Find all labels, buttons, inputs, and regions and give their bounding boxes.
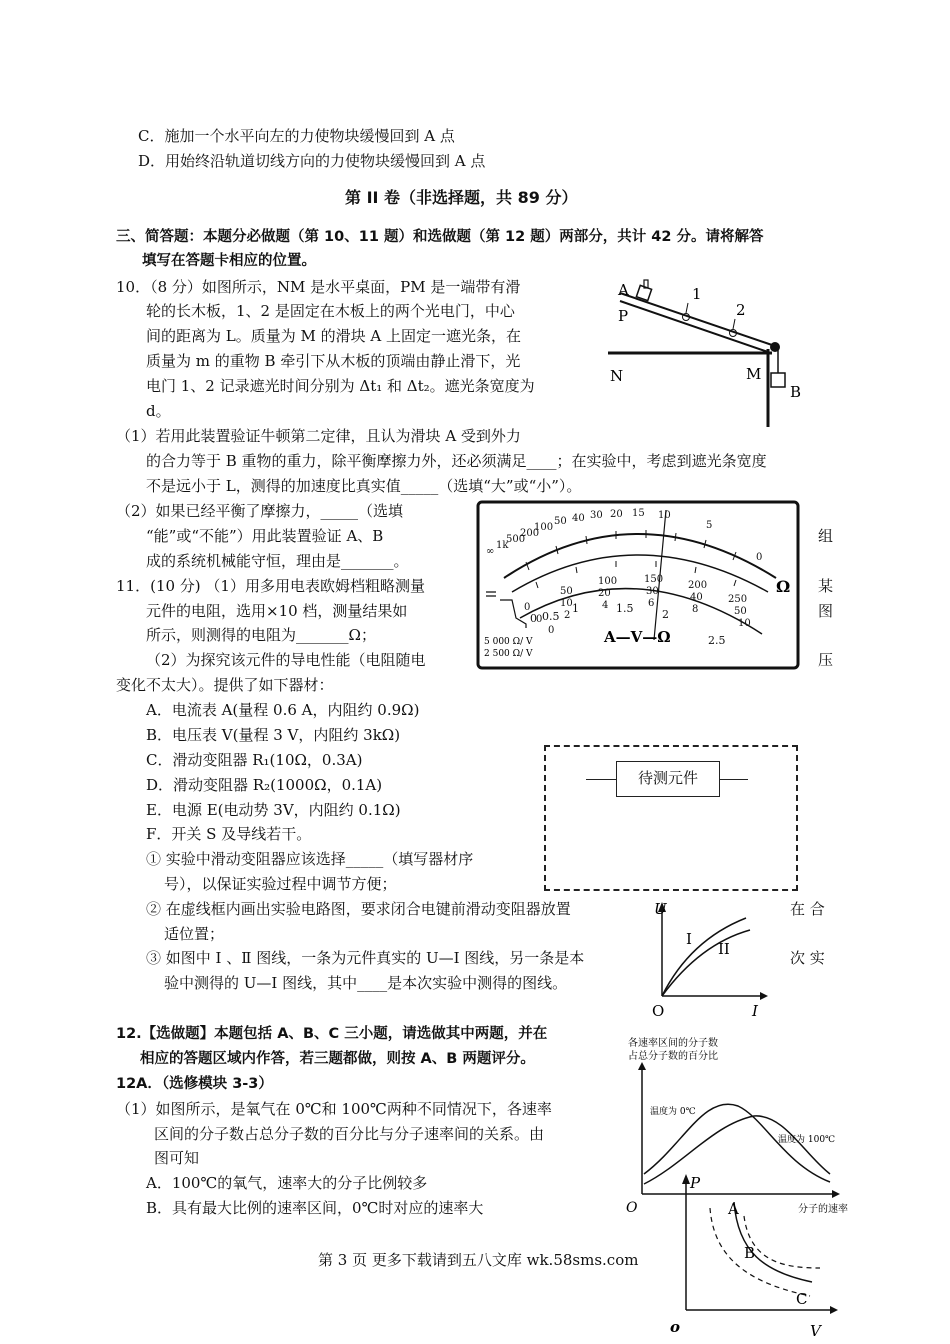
q10-part1-line3: 不是远小于 L，测得的加速度比真实值_____（选填“大”或“小”）。 xyxy=(146,477,582,495)
meter-mark: A—V—Ω xyxy=(604,628,671,646)
q12a-1-line1: （1）如图所示，是氧气在 0℃和 100℃两种不同情况下，各速率 xyxy=(116,1100,552,1118)
meter-spec-1: 5 000 Ω/ V xyxy=(484,637,533,647)
option-c: C．施加一个水平向左的力使物块缓慢回到 A 点 xyxy=(138,127,455,145)
q12a-option-a: A．100℃的氧气，速率大的分子比例较多 xyxy=(146,1174,428,1192)
ui-curve-2-label: II xyxy=(718,940,730,958)
incline-label-m: M xyxy=(746,365,762,383)
section3-instruction-2: 填写在答题卡相应的位置。 xyxy=(142,253,316,269)
q10-line5: 电门 1、2 记录遮光时间分别为 Δt₁ 和 Δt₂。遮光条宽度为 xyxy=(146,377,535,395)
meter-mid3-tick-5: 10 xyxy=(738,618,751,629)
pv-label-o: o xyxy=(670,1318,681,1336)
q12a-1-line2: 区间的分子数占总分子数的百分比与分子速率间的关系。由 xyxy=(154,1125,545,1143)
meter-top-tick-0: ∞ xyxy=(486,546,495,557)
meter-mid3-tick-1: 2 xyxy=(564,610,571,621)
meter-mid-tick-3: 150 xyxy=(644,574,664,585)
q10-part2-line3: 成的系统机械能守恒，理由是_______。 xyxy=(146,552,409,570)
meter-top-tick-6: 40 xyxy=(572,513,585,524)
item-a: A．电流表 A(量程 0.6 A，内阻约 0.9Ω) xyxy=(146,701,420,719)
meter-mid2-tick-2: 20 xyxy=(598,588,611,599)
option-d: D．用始终沿轨道切线方向的力使物块缓慢回到 A 点 xyxy=(138,152,486,170)
q10-line2: 轮的长木板，1、2 是固定在木板上的两个光电门，中心 xyxy=(146,302,515,320)
ui-label-i: I xyxy=(752,1002,758,1020)
q11-right4: 压 xyxy=(818,651,834,669)
meter-top-tick-3: 200 xyxy=(520,528,540,539)
meter-low-tick-3: 1.5 xyxy=(616,602,634,615)
q10-line6: d。 xyxy=(146,402,171,420)
ui-curve-1-label: I xyxy=(686,930,692,948)
meter-low-tick-1: 0.5 xyxy=(542,610,560,623)
q11-line5: 变化不太大）。提供了如下器材： xyxy=(116,676,334,694)
q12a-title: 12A．（选修模块 3-3） xyxy=(116,1076,273,1092)
q11-line4: （2）为探究该元件的导电性能（电阻随电 xyxy=(146,651,426,669)
page-footer: 第 3 页 更多下载请到五八文库 wk.58sms.com xyxy=(318,1251,639,1269)
q12-line1: 12.【选做题】本题包括 A、B、C 三小题，请选做其中两题，并在 xyxy=(116,1026,548,1042)
incline-label-p: P xyxy=(618,307,629,325)
item-f: F．开关 S 及导线若干。 xyxy=(146,825,312,843)
q10-line3: 间的距离为 L。质量为 M 的滑块 A 上固定一遮光条，在 xyxy=(146,327,521,345)
meter-top-tick-2: 500 xyxy=(506,534,526,545)
meter-top-tick-8: 20 xyxy=(610,509,623,520)
meter-top-tick-5: 50 xyxy=(554,516,567,527)
meter-mid2-tick-3: 30 xyxy=(646,586,659,597)
q10-part2-line2: “能”或“不能”）用此装置验证 A、B xyxy=(146,527,384,545)
q11-c3-line1: ③ 如图中 Ⅰ 、Ⅱ 图线，一条为元件真实的 U—I 图线，另一条是本 xyxy=(146,949,585,967)
incline-label-n: N xyxy=(610,367,624,385)
q11-right2: 图 xyxy=(818,602,834,620)
meter-top-tick-9: 15 xyxy=(632,508,645,519)
multimeter-figure xyxy=(476,500,800,670)
incline-label-2: 2 xyxy=(736,301,746,319)
q11-c2-right: 在 合 xyxy=(790,900,825,918)
meter-mid2-tick-1: 10 xyxy=(560,598,573,609)
ui-label-u: U xyxy=(654,900,667,918)
q11-c3-line2: 验中测得的 U—I 图线，其中____是本次实验中测得的图线。 xyxy=(164,974,568,992)
meter-low-tick-2: 1 xyxy=(572,602,579,615)
incline-figure xyxy=(600,275,830,430)
q10-part2-right1: 组 xyxy=(818,527,834,545)
pv-label-v: V xyxy=(810,1322,821,1340)
meter-low-tick-4: 2 xyxy=(662,608,669,621)
ui-label-o: O xyxy=(652,1002,665,1020)
q11-right1: 某 xyxy=(818,577,834,595)
meter-low-tick-5: 2.5 xyxy=(708,634,726,647)
meter-mid-tick-4: 200 xyxy=(688,580,708,591)
meter-mid2-tick-0: 0 xyxy=(536,614,543,625)
meter-top-tick-12: 0 xyxy=(756,552,763,563)
pv-label-p: P xyxy=(690,1174,701,1192)
meter-mid2-tick-4: 40 xyxy=(690,592,703,603)
pv-figure xyxy=(664,1172,844,1342)
q10-part1-line1: （1）若用此装置验证牛顿第二定律，且认为滑块 A 受到外力 xyxy=(116,427,521,445)
q12a-1-line3: 图可知 xyxy=(154,1149,200,1167)
q11-c2-line1: ② 在虚线框内画出实验电路图，要求闭合电键前滑动变阻器放置 xyxy=(146,900,571,918)
q11-c1-line2: 号），以保证实验过程中调节方便； xyxy=(164,875,397,893)
meter-mid-tick-1: 50 xyxy=(560,586,573,597)
ui-graph xyxy=(650,900,770,1020)
q11-c2-line2: 适位置； xyxy=(164,925,225,943)
incline-label-b: B xyxy=(790,383,802,401)
meter-top-tick-1: 1k xyxy=(496,540,509,551)
q11-line1: 11．(10 分) （1）用多用电表欧姆档粗略测量 xyxy=(116,577,425,595)
incline-label-a: A xyxy=(618,281,629,299)
q10-line1: 10．（8 分）如图所示，NM 是水平桌面，PM 是一端带有滑 xyxy=(116,278,521,296)
pv-label-c: C xyxy=(796,1290,808,1308)
q11-c3-right: 次 实 xyxy=(790,949,825,967)
meter-top-tick-7: 30 xyxy=(590,510,603,521)
circuit-element: 待测元件 xyxy=(616,761,720,797)
meter-low-tick-0: 0 xyxy=(530,612,537,625)
pv-label-b: B xyxy=(744,1244,756,1262)
pv-label-a: A xyxy=(728,1200,739,1218)
meter-mid3-tick-4: 8 xyxy=(692,604,699,615)
meter-mid3-tick-2: 4 xyxy=(602,600,609,611)
q12a-option-b: B．具有最大比例的速率区间，0℃时对应的速率大 xyxy=(146,1199,484,1217)
speed-label-t0: 温度为 0℃ xyxy=(650,1107,696,1117)
item-d: D．滑动变阻器 R₂(1000Ω，0.1A) xyxy=(146,776,383,794)
speed-label-o: O xyxy=(626,1200,638,1216)
q10-line4: 质量为 m 的重物 B 牵引下从木板的顶端由静止滑下，光 xyxy=(146,352,521,370)
meter-mid3-tick-0: 0 xyxy=(548,625,555,636)
meter-mid-tick-2: 100 xyxy=(598,576,618,587)
meter-mid-tick-5: 250 xyxy=(728,594,748,605)
meter-omega: Ω xyxy=(776,577,791,596)
circuit-dashed-box xyxy=(544,745,798,891)
speed-ylabel-1: 各速率区间的分子数 xyxy=(628,1038,718,1049)
item-b: B．电压表 V(量程 3 V，内阻约 3kΩ) xyxy=(146,726,401,744)
meter-mid3-tick-3: 6 xyxy=(648,598,655,609)
meter-spec-2: 2 500 Ω/ V xyxy=(484,649,533,659)
item-e: E．电源 E(电动势 3V，内阻约 0.1Ω) xyxy=(146,801,401,819)
speed-ylabel-2: 占总分子数的百分比 xyxy=(628,1051,718,1062)
incline-label-1: 1 xyxy=(692,285,702,303)
meter-top-tick-10: 10 xyxy=(658,510,671,521)
speed-xlabel: 分子的速率 xyxy=(798,1204,848,1215)
section3-instruction: 三、简答题：本题分必做题（第 10、11 题）和选做题（第 12 题）两部分，共计 42 分。请将解答 xyxy=(116,229,764,245)
q12-line2: 相应的答题区域内作答，若三题都做，则按 A、B 两题评分。 xyxy=(140,1051,535,1067)
q10-part1-line2: 的合力等于 B 重物的重力，除平衡摩擦力外，还必须满足____；在实验中，考虑到遮光条宽度 xyxy=(146,452,767,470)
q11-line2: 元件的电阻，选用×10 档，测量结果如 xyxy=(146,602,408,620)
q11-line3: 所示，则测得的电阻为_______Ω； xyxy=(146,626,376,644)
section-title: 第 II 卷（非选择题，共 89 分） xyxy=(345,188,578,207)
item-c: C．滑动变阻器 R₁(10Ω，0.3A) xyxy=(146,751,363,769)
meter-top-tick-4: 100 xyxy=(534,522,554,533)
meter-mid2-tick-5: 50 xyxy=(734,606,747,617)
q10-part2-line1: （2）如果已经平衡了摩擦力，_____（选填 xyxy=(116,502,404,520)
meter-top-tick-11: 5 xyxy=(706,520,713,531)
speed-label-t100: 温度为 100℃ xyxy=(778,1135,836,1145)
meter-mid-tick-0: 0 xyxy=(524,602,531,613)
q11-c1-line1: ① 实验中滑动变阻器应该选择_____（填写器材序 xyxy=(146,850,474,868)
